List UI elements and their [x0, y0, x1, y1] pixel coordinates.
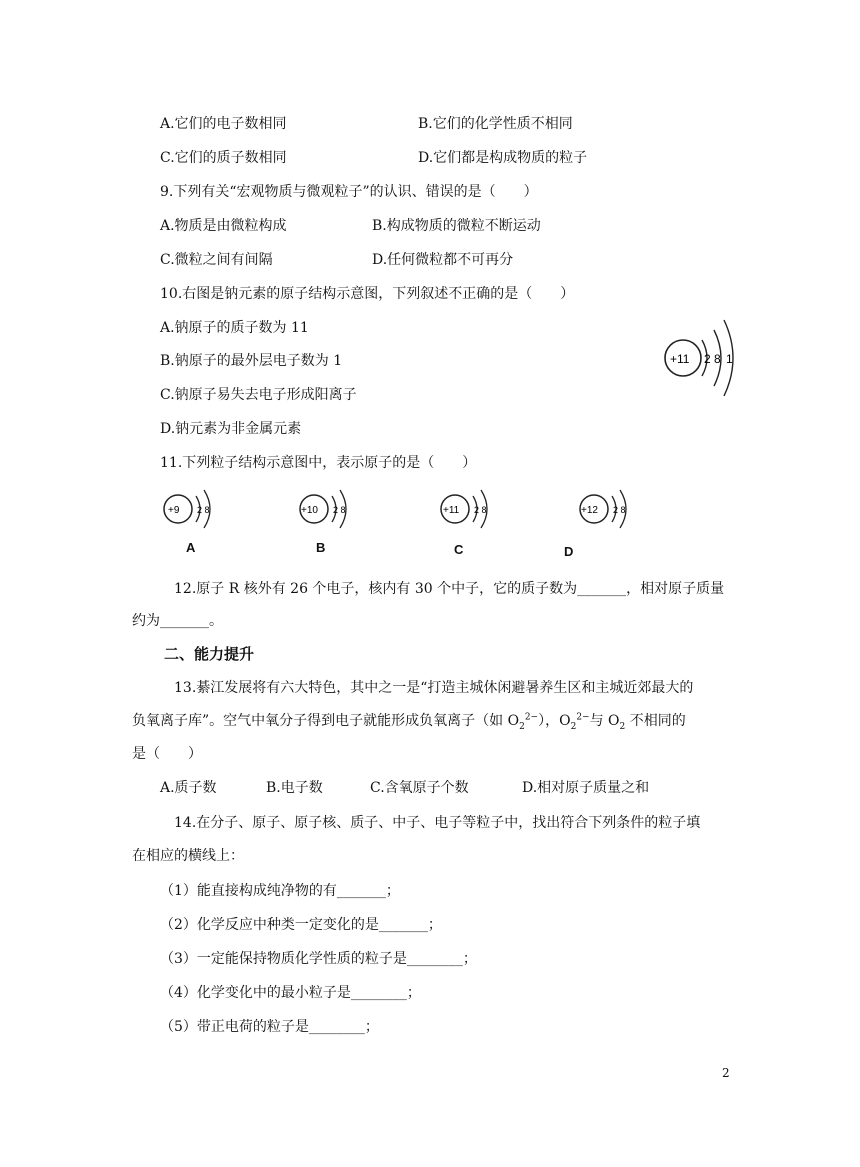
q11-b-shells: 2 8	[333, 505, 346, 515]
sodium-shell-3: 1	[726, 352, 733, 366]
q11-diagram-d	[576, 484, 642, 534]
q13-option-c: C.含氧原子个数	[370, 780, 469, 796]
sodium-shell-2: 8	[714, 352, 721, 366]
q8-option-b: B.它们的化学性质不相同	[418, 116, 573, 132]
q14-item-3: （3）一定能保持物质化学性质的粒子是________；	[160, 951, 477, 967]
q10-option-a: A.钠原子的质子数为 11	[160, 320, 309, 336]
q14-line2: 在相应的横线上：	[132, 848, 244, 864]
q13-line3: 是（ ）	[132, 746, 202, 762]
q13-line1: 13.綦江发展将有六大特色，其中之一是“打造主城休闲避暑养生区和主城近郊最大的	[174, 680, 694, 696]
q8-option-c: C.它们的质子数相同	[160, 150, 287, 166]
q14-item-1: （1）能直接构成纯净物的有_______；	[160, 883, 400, 899]
q13-option-a: A.质子数	[160, 780, 217, 796]
q8-option-d: D.它们都是构成物质的粒子	[418, 150, 588, 166]
q11-c-shells: 2 8	[474, 505, 487, 515]
q11-diagram-c	[437, 484, 503, 534]
q9-stem: 9.下列有关“宏观物质与微观粒子”的认识、错误的是（ ）	[160, 184, 538, 200]
q11-label-a: A	[186, 540, 196, 555]
q11-d-shells: 2 8	[613, 505, 626, 515]
q9-option-b: B.构成物质的微粒不断运动	[372, 218, 541, 234]
q8-option-a: A.它们的电子数相同	[160, 116, 287, 132]
q9-option-c: C.微粒之间有间隔	[160, 252, 273, 268]
q14-item-4: （4）化学变化中的最小粒子是________；	[160, 985, 421, 1001]
q13-line2: 负氧离子库”。空气中氧分子得到电子就能形成负氧离子（如 $O_2^{2-}$），$O_2^{2-}$与 $O_2$ 不相同的	[132, 712, 686, 732]
q11-diagram-a	[160, 484, 226, 534]
q13-option-b: B.电子数	[266, 780, 323, 796]
sodium-nucleus-label: +11	[670, 352, 690, 366]
q13-line2-d: 不相同的	[629, 713, 686, 729]
sodium-shell-1: 2	[704, 352, 711, 366]
q14-line1: 14.在分子、原子、原子核、质子、中子、电子等粒子中，找出符合下列条件的粒子填	[174, 815, 701, 831]
q13-line2-c: 与 O	[589, 713, 620, 729]
q11-a-shells: 2 8	[197, 505, 210, 515]
q11-label-d: D	[564, 544, 574, 559]
q13-line2-a: 负氧离子库”。空气中氧分子得到电子就能形成负氧离子（如 O	[132, 713, 520, 729]
q10-option-c: C.钠原子易失去电子形成阳离子	[160, 387, 357, 403]
q9-option-a: A.物质是由微粒构成	[160, 218, 287, 234]
sodium-atom-diagram	[658, 312, 738, 406]
q12-line1: 12.原子 R 核外有 26 个电子，核内有 30 个中子，它的质子数为_______，相对原子质量	[174, 581, 725, 597]
q11-a-nucleus: +9	[168, 505, 180, 516]
q11-label-c: C	[454, 542, 464, 557]
q12-line2: 约为_______。	[132, 613, 223, 629]
page-number: 2	[722, 1066, 730, 1080]
q9-option-d: D.任何微粒都不可再分	[372, 252, 514, 268]
q14-item-2: （2）化学反应中种类一定变化的是_______；	[160, 917, 442, 933]
q10-option-b: B.钠原子的最外层电子数为 1	[160, 353, 343, 369]
q11-stem: 11.下列粒子结构示意图中，表示原子的是（ ）	[160, 455, 477, 471]
q13-option-d: D.相对原子质量之和	[522, 780, 650, 796]
section-heading: 二、能力提升	[164, 645, 255, 663]
q11-c-nucleus: +11	[443, 505, 460, 516]
q11-b-nucleus: +10	[301, 505, 318, 516]
q11-d-nucleus: +12	[581, 505, 598, 516]
q11-diagram-b	[296, 484, 362, 534]
q14-item-5: （5）带正电荷的粒子是________；	[160, 1019, 379, 1035]
q11-label-b: B	[316, 540, 326, 555]
q13-line2-b: ），O	[538, 713, 571, 729]
q10-stem: 10.右图是钠元素的原子结构示意图，下列叙述不正确的是（ ）	[160, 286, 575, 302]
q10-option-d: D.钠元素为非金属元素	[160, 421, 302, 437]
